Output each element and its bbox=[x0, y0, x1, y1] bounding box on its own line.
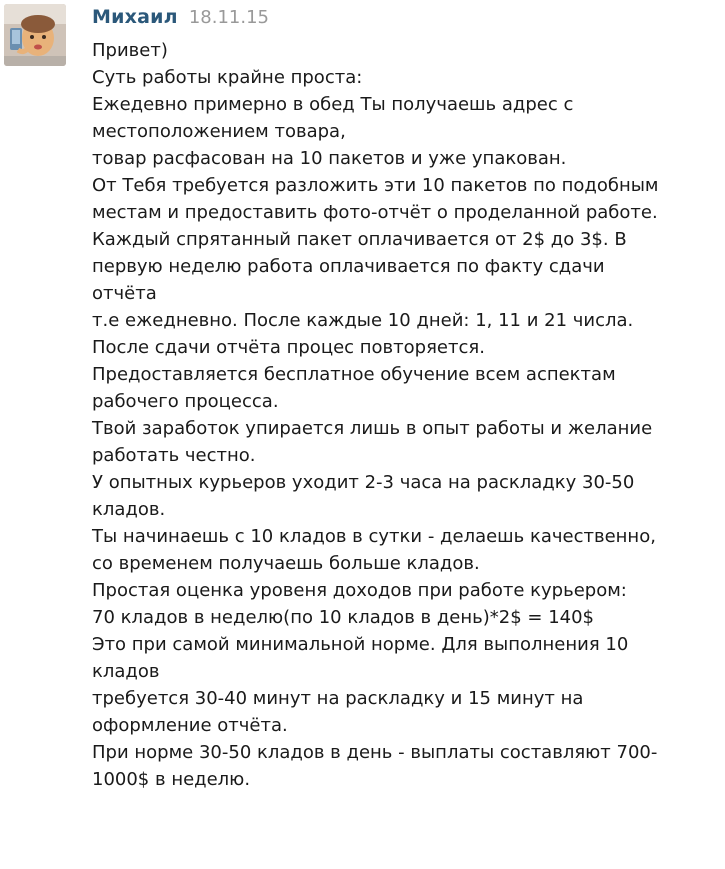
message-line: кладов bbox=[92, 661, 160, 682]
message-header bbox=[92, 6, 269, 32]
message-line: После сдачи отчёта процес повторяется. bbox=[92, 337, 485, 358]
message-line: т.е ежедневно. После каждые 10 дней: 1, 11 и 21 числа. bbox=[92, 310, 634, 331]
message-line: кладов. bbox=[92, 499, 166, 520]
message-line: Простая оценка уровеня доходов при работе курьером: bbox=[92, 580, 627, 601]
avatar[interactable] bbox=[4, 4, 66, 66]
message-line: работать честно. bbox=[92, 445, 256, 466]
message-line: Каждый спрятанный пакет оплачивается от 2$ до 3$. В bbox=[92, 229, 627, 250]
message-line: Предоставляется бесплатное обучение всем аспектам bbox=[92, 364, 616, 385]
message-line: рабочего процесса. bbox=[92, 391, 279, 412]
message-line: При норме 30-50 кладов в день - выплаты составляют 700- bbox=[92, 742, 658, 763]
message-line: местоположением товара, bbox=[92, 121, 346, 142]
message-line: Это при самой минимальной норме. Для выполнения 10 bbox=[92, 634, 629, 655]
message-line: Твой заработок упирается лишь в опыт работы и желание bbox=[92, 418, 653, 439]
message-line: требуется 30-40 минут на раскладку и 15 минут на bbox=[92, 688, 584, 709]
message-line: Ты начинаешь с 10 кладов в сутки - делаешь качественно, bbox=[92, 526, 656, 547]
author-name[interactable]: Михаил bbox=[92, 6, 178, 28]
message-line: У опытных курьеров уходит 2-3 часа на раскладку 30-50 bbox=[92, 472, 635, 493]
message-line: товар расфасован на 10 пакетов и уже упакован. bbox=[92, 148, 567, 169]
message-line: оформление отчёта. bbox=[92, 715, 288, 736]
message-line: От Тебя требуется разложить эти 10 пакетов по подобным bbox=[92, 175, 659, 196]
message-line: 1000$ в неделю. bbox=[92, 769, 251, 790]
message-line: отчёта bbox=[92, 283, 157, 304]
message-text bbox=[92, 37, 717, 793]
message-date[interactable]: 18.11.15 bbox=[188, 7, 269, 28]
message-line: со временем получаешь больше кладов. bbox=[92, 553, 480, 574]
message-line: местам и предоставить фото-отчёт о проделанной работе. bbox=[92, 202, 658, 223]
message-line: Суть работы крайне проста: bbox=[92, 67, 363, 88]
message-line: Ежедевно примерно в обед Ты получаешь адрес с bbox=[92, 94, 574, 115]
message-line: Привет) bbox=[92, 40, 168, 61]
message-line: первую неделю работа оплачивается по факту сдачи bbox=[92, 256, 605, 277]
user-photo-avatar-icon bbox=[4, 4, 66, 66]
message-line: 70 кладов в неделю(по 10 кладов в день)*2$ = 140$ bbox=[92, 607, 595, 628]
